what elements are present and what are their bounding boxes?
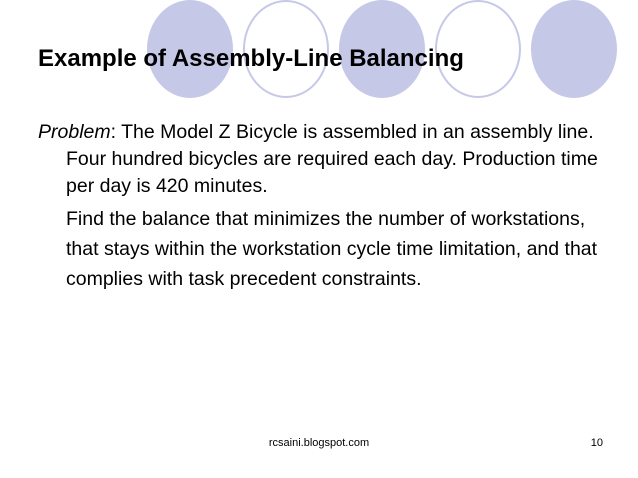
problem-text: : The Model Z Bicycle is assembled in an assembly line. Four hundred bicycles are required each day. Production time per day is 420 minutes.: [66, 121, 598, 197]
page-number: 10: [590, 437, 603, 449]
problem-paragraph: [38, 119, 608, 200]
task-paragraph: Find the balance that minimizes the number of workstations, that stays within the workstation cycle time limitation, and that complies with task precedent constraints.: [66, 208, 598, 290]
problem-label: Problem: [38, 121, 111, 143]
slide-title: Example of Assembly-Line Balancing: [38, 45, 464, 72]
slide-body: [38, 119, 608, 294]
footer-source: rcsaini.blogspot.com: [268, 437, 370, 449]
decorative-circle-filled: [531, 0, 617, 98]
